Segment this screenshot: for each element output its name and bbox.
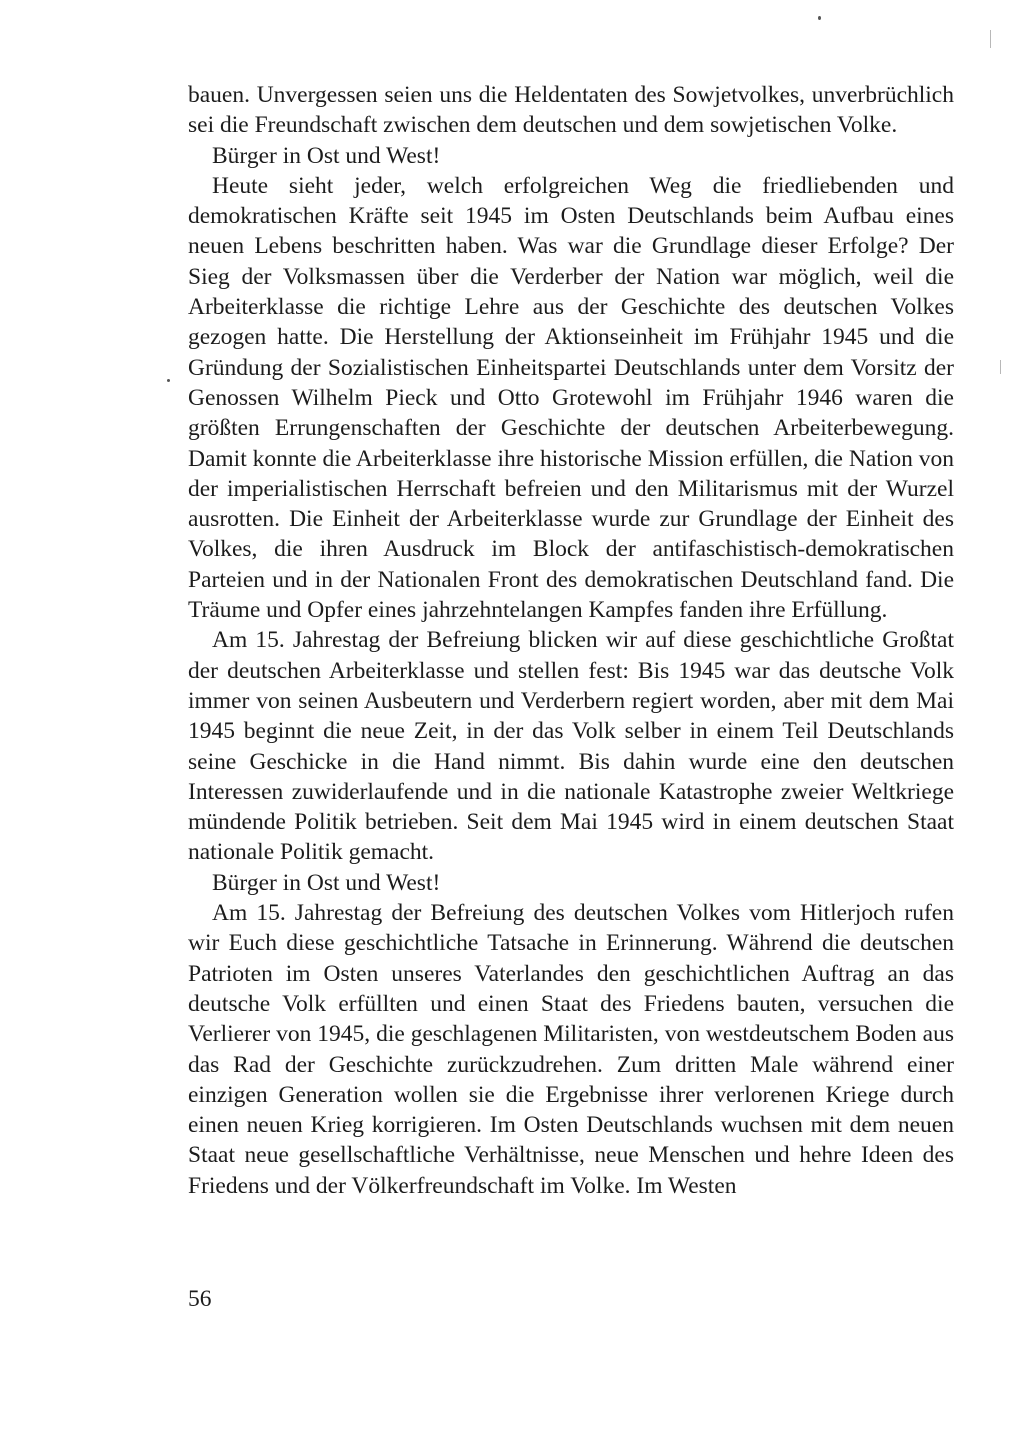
paragraph: Am 15. Jahrestag der Befreiung des deutschen Volkes vom Hitlerjoch rufen wir Euch diese geschichtliche Tatsache in Erinnerung. Während die deutschen Patrioten im Osten unseres Vaterlandes den geschichtlichen Auftrag an das deutsche Volk erfüllten und einen Staat des Friedens bauten, versuchen die Verlierer von 1945, die geschlagenen Militaristen, von westdeutschem Boden aus das Rad der Geschichte zurückzudrehen. Zum dritten Male während einer einzigen Generation wollen sie die Ergebnisse ihrer verlorenen Kriege durch einen neuen Krieg korrigieren. Im Osten Deutschlands wuchsen mit dem neuen Staat neue gesellschaftliche Verhältnisse, neue Menschen und hehre Ideen des Friedens und der Völkerfreundschaft im Volke. Im Westen [188, 900, 954, 1199]
scan-edge-mark [1000, 360, 1001, 374]
scan-edge-mark [990, 30, 991, 48]
scan-speck [167, 379, 170, 382]
paragraph-salutation: Bürger in Ost und West! [212, 142, 441, 169]
scan-speck [818, 16, 821, 20]
page-number: 56 [188, 1286, 212, 1312]
paragraph: Heute sieht jeder, welch erfolgreichen Weg die friedliebenden und demokratischen Kräfte seit 1945 im Osten Deutschlands beim Aufbau eines neuen Lebens beschritten haben. Was war die Grundlage dieser Erfolge? Der Sieg der Volksmassen über die Verderber der Nation war möglich, weil die Arbeiterklasse die richtige Lehre aus der Geschichte des deutschen Volkes gezogen hatte. Die Herstellung der Aktionseinheit im Frühjahr 1945 und die Gründung der Sozialistischen Einheitspartei Deutschlands unter dem Vorsitz der Genossen Wilhelm Pieck und Otto Grotewohl im Frühjahr 1946 waren die größten Errungenschaften der Geschichte der deutschen Arbeiterbewegung. Damit konnte die Arbeiterklasse ihre historische Mission erfüllen, die Nation von der imperialistischen Herrschaft befreien und den Militarismus mit der Wurzel ausrotten. Die Einheit der Arbeiterklasse wurde zur Grundlage der Einheit des Volkes, die ihren Ausdruck im Block der antifaschistisch-demokratischen Parteien und in der Nationalen Front des demokratischen Deutschland fand. Die Träume und Opfer eines jahrzehntelangen Kampfes fanden ihre Erfüllung. [188, 172, 954, 624]
body-text [188, 80, 954, 1201]
paragraph-salutation: Bürger in Ost und West! [212, 869, 441, 896]
paragraph: Am 15. Jahrestag der Befreiung blicken wir auf diese geschichtliche Großtat der deutschen Arbeiterklasse und stellen fest: Bis 1945 war das deutsche Volk immer von seinen Ausbeutern und Verderbern regiert worden, aber mit dem Mai 1945 beginnt die neue Zeit, in der das Volk selber in einem Teil Deutschlands seine Geschicke in die Hand nimmt. Bis dahin wurde eine den deutschen Interessen zuwiderlaufende und in die nationale Katastrophe zweier Weltkriege mündende Politik betrieben. Seit dem Mai 1945 wird in einem deutschen Staat nationale Politik gemacht. [188, 627, 954, 866]
paragraph-continuation: bauen. Unvergessen seien uns die Heldentaten des Sowjetvolkes, unverbrüchlich sei die Freundschaft zwischen dem deutschen und dem sowjetischen Volke. [188, 82, 954, 139]
